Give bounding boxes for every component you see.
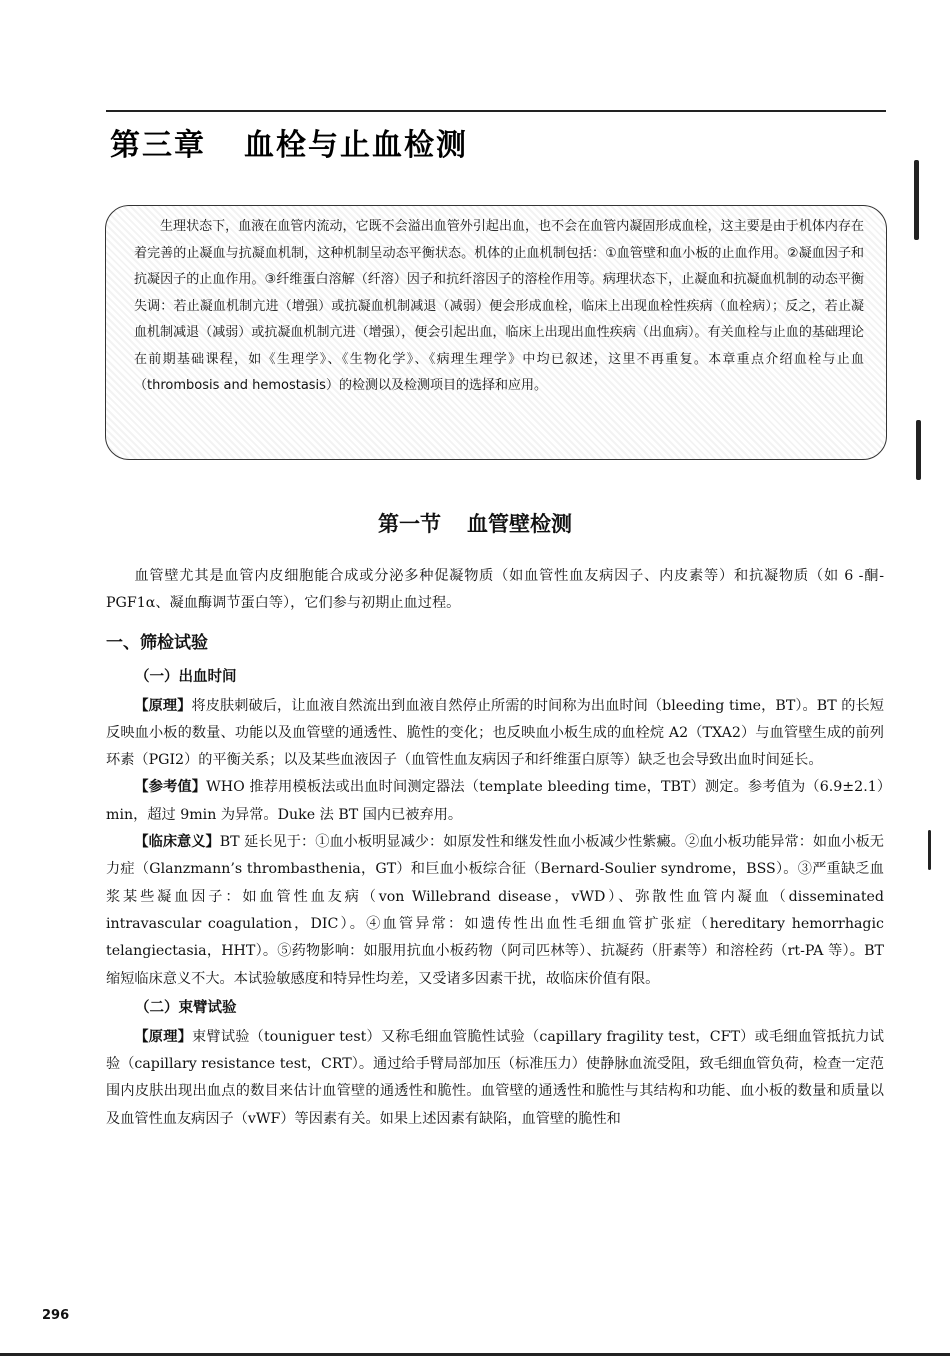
- chapter-number: 第三章: [110, 128, 206, 163]
- chapter-title: [110, 120, 468, 164]
- chapter-name: 血栓与止血检测: [244, 128, 468, 163]
- bt-principle-label: 【原理】: [134, 697, 192, 714]
- bt-reference-text: WHO 推荐用模板法或出血时间测定器法（template bleeding time，TBT）测定。参考值为（6.9±2.1）min，超过 9min 为异常。Duke 法 BT 国内已被弃用。: [106, 779, 884, 823]
- scan-edge-mark: [916, 420, 921, 480]
- bt-reference-paragraph: [106, 774, 884, 829]
- heading-screening-tests: 一、筛检试验: [106, 632, 208, 653]
- footer-rule: [0, 1353, 950, 1356]
- page-number: 296: [42, 1308, 70, 1323]
- chapter-intro-box: [105, 205, 887, 460]
- tourniquet-principle-label: 【原理】: [134, 1028, 193, 1045]
- scan-edge-mark: [928, 830, 931, 870]
- section-name: 血管壁检测: [467, 512, 572, 536]
- heading-bleeding-time: （一）出血时间: [135, 668, 237, 685]
- bt-principle-text: 将皮肤刺破后，让血液自然流出到血液自然停止所需的时间称为出血时间（bleeding time，BT）。BT 的长短反映血小板的数量、功能以及血管壁的通透性、脆性的变化；也反映血小板生成的血栓烷 A2（TXA2）与血管壁生成的前列环素（PGI2）的平衡关系；以及某些血液因子（血管性血友病因子和纤维蛋白原等）缺乏也会导致出血时间延长。: [106, 697, 884, 769]
- bt-clinical-text: BT 延长见于：①血小板明显减少：如原发性和继发性血小板减少性紫癜。②血小板功能异常：如血小板无力症（Glanzmann’s thrombasthenia，GT）和巨血小板综合征（Bernard-Soulier syndrome，BSS）。③严重缺乏血浆某些凝血因子：如血管性血友病（von Willebrand disease，vWD）、弥散性血管内凝血（disseminated intravascular coagulation，DIC）。④血管异常：如遗传性出血性毛细血管扩张症（hereditary hemorrhagic telangiectasia，HHT）。⑤药物影响：如服用抗血小板药物（阿司匹林等）、抗凝药（肝素等）和溶栓药（rt-PA 等）。BT 缩短临床意义不大。本试验敏感度和特异性均差，又受诸多因素干扰，故临床价值有限。: [106, 834, 884, 987]
- section-number: 第一节: [378, 512, 441, 536]
- bt-clinical-label: 【临床意义】: [134, 834, 220, 851]
- heading-tourniquet-test: （二）束臂试验: [135, 999, 237, 1016]
- section-title: [0, 508, 950, 538]
- header-rule: [106, 110, 886, 112]
- bt-clinical-paragraph: [106, 829, 884, 993]
- tourniquet-principle-paragraph: [106, 1024, 884, 1133]
- bt-reference-label: 【参考值】: [134, 779, 207, 796]
- tourniquet-principle-text: 束臂试验（touniguer test）又称毛细血管脆性试验（capillary fragility test，CFT）或毛细血管抵抗力试验（capillary resistance test，CRT）。通过给手臂局部加压（标准压力）使静脉血流受阻，致毛细血管负荷，检查一定范围内皮肤出现出血点的数目来估计血管壁的通透性和脆性。血管壁的通透性和脆性与其结构和功能、血小板的数量和质量以及血管性血友病因子（vWF）等因素有关。如果上述因素有缺陷，血管壁的脆性和: [106, 1028, 884, 1127]
- chapter-intro-text: 生理状态下，血液在血管内流动，它既不会溢出血管外引起出血，也不会在血管内凝固形成血栓，这主要是由于机体内存在着完善的止凝血与抗凝血机制，这种机制呈动态平衡状态。机体的止血机制包括：①血管壁和血小板的止血作用。②凝血因子和抗凝因子的止血作用。③纤维蛋白溶解（纤溶）因子和抗纤溶因子的溶栓作用等。病理状态下，止凝血和抗凝血机制的动态平衡失调：若止凝血机制亢进（增强）或抗凝血机制减退（减弱）便会形成血栓，临床上出现血栓性疾病（血栓病）；反之，若止凝血机制减退（减弱）或抗凝血机制亢进（增强），便会引起出血，临床上出现出血性疾病（出血病）。有关血栓与止血的基础理论在前期基础课程，如《生理学》、《生物化学》、《病理生理学》中均已叙述，这里不再重复。本章重点介绍血栓与止血（thrombosis and hemostasis）的检测以及检测项目的选择和应用。: [134, 219, 864, 393]
- section-intro-paragraph: 血管壁尤其是血管内皮细胞能合成或分泌多种促凝物质（如血管性血友病因子、内皮素等）和抗凝物质（如 6 -酮- PGF1α、凝血酶调节蛋白等），它们参与初期止血过程。: [106, 568, 884, 612]
- page-body: [106, 563, 884, 1133]
- scan-edge-mark: [914, 160, 919, 240]
- bt-principle-paragraph: [106, 693, 884, 775]
